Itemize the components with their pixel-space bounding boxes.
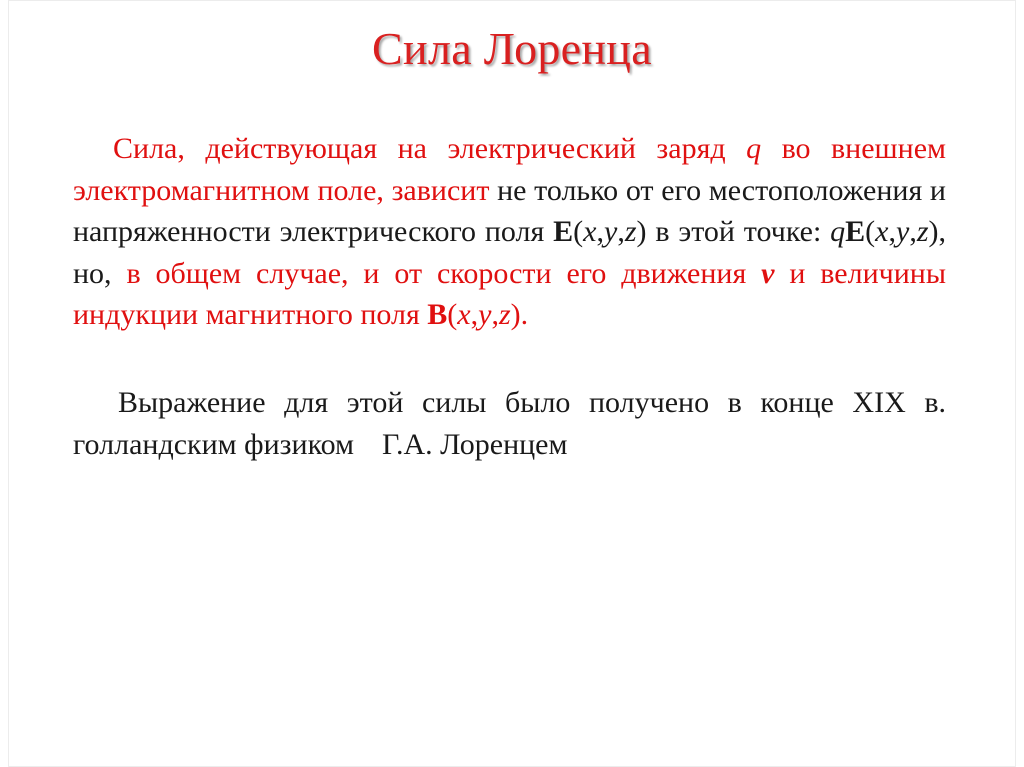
var-z: z [916, 215, 929, 248]
paragraph-1 [73, 128, 946, 336]
paren: ). [510, 298, 529, 331]
var-z: z [498, 298, 511, 331]
paren: ( [865, 215, 876, 248]
var-x: x [583, 215, 597, 248]
vector-B: B [427, 298, 448, 331]
var-y: y [603, 215, 618, 248]
var-y: y [895, 215, 910, 248]
physicist-name: Г.А. Лоренцем [382, 427, 568, 461]
comma: , [470, 298, 479, 331]
text: Выражение для этой силы было получено в конце XIX в. голландским физиком [73, 386, 946, 461]
text-red: в общем случае, и от скорости его движения [111, 256, 762, 290]
paren: ) [636, 215, 647, 248]
var-q: q [830, 215, 846, 248]
var-z: z [624, 215, 637, 248]
var-v: v [761, 256, 775, 290]
vector-E: E [553, 215, 574, 248]
var-x: x [457, 298, 471, 331]
text-red: Сила, действующая на электрический заряд [113, 132, 747, 165]
comma: , [491, 298, 499, 331]
paren: ( [447, 298, 458, 331]
paren: ( [573, 215, 584, 248]
text: не только от его местоположения и напряженности электрического поля [73, 173, 946, 248]
var-q: q [746, 132, 762, 165]
slide [8, 0, 1016, 767]
comma: , [617, 215, 625, 248]
paragraph-2 [73, 382, 946, 465]
var-x: x [875, 215, 889, 248]
slide-title: Сила Лоренца [372, 23, 652, 74]
comma: , [888, 215, 896, 248]
var-y: y [478, 298, 492, 331]
text-red: и величины индукции магнитного поля [73, 256, 946, 331]
vector-E: E [845, 215, 866, 248]
paren: ), [928, 215, 946, 248]
comma: , [909, 215, 917, 248]
text: в этой точке: [646, 215, 831, 248]
text-red: во внешнем электромагнитном поле, зависит [73, 132, 946, 207]
comma: , [596, 215, 604, 248]
text: но, [73, 256, 112, 290]
